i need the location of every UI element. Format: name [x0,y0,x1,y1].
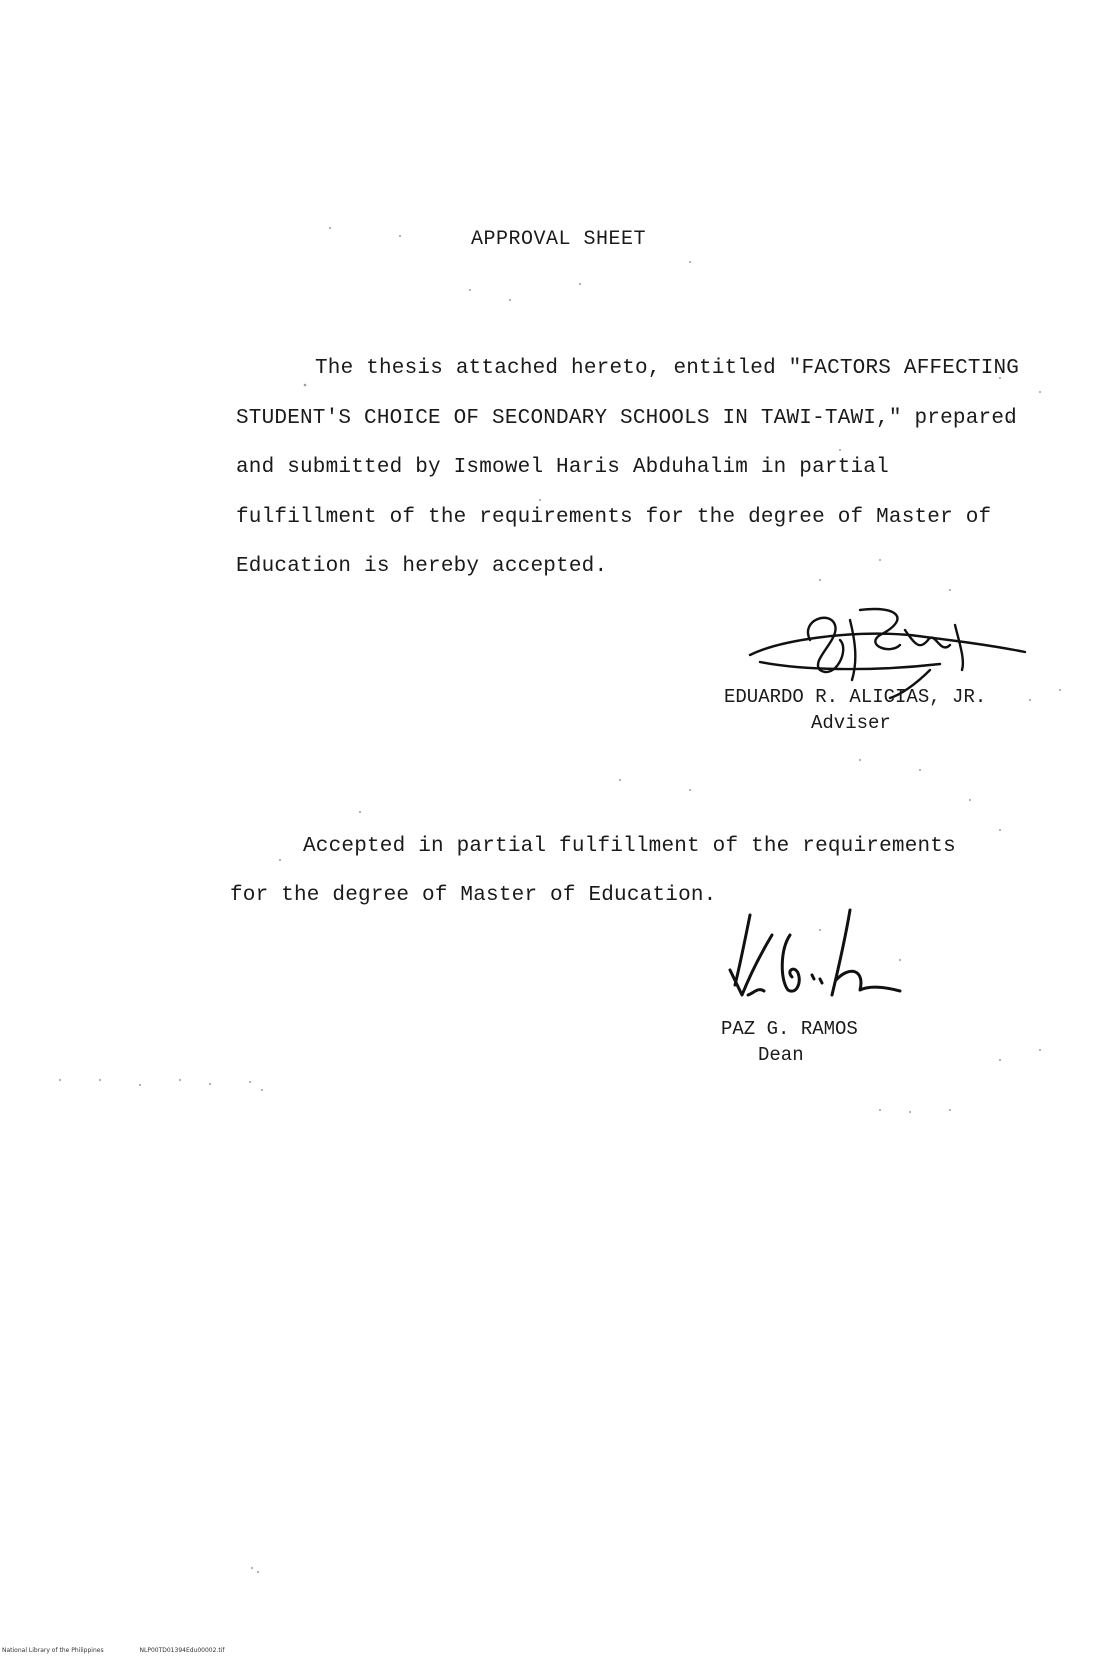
page-title: APPROVAL SHEET [470,228,647,251]
footer-file-id: NLP00TD01394Edu00002.tif [139,1647,225,1654]
paragraph-line: and submitted by Ismowel Haris Abduhalim in partial [236,456,889,479]
adviser-name: EDUARDO R. ALICIAS, JR. [724,686,987,708]
dean-role: Dean [758,1044,804,1066]
paragraph-line: Education is hereby accepted. [236,555,608,578]
paragraph-line: STUDENT'S CHOICE OF SECONDARY SCHOOLS IN TAWI-TAWI," prepared [236,407,1017,430]
dean-signature [720,895,920,1015]
dean-name: PAZ G. RAMOS [721,1018,858,1040]
paragraph-line: for the degree of Master of Education. [230,884,717,907]
adviser-role: Adviser [811,712,891,734]
paragraph-line: fulfillment of the requirements for the degree of Master of [236,506,992,529]
paragraph-line: The thesis attached hereto, entitled "FACTORS AFFECTING [315,357,1020,380]
footer-library: National Library of the Philippines [2,1647,104,1654]
scan-footer [2,1647,258,1654]
paragraph-line: Accepted in partial fulfillment of the requirements [303,835,956,858]
adviser-signature [740,600,1030,700]
